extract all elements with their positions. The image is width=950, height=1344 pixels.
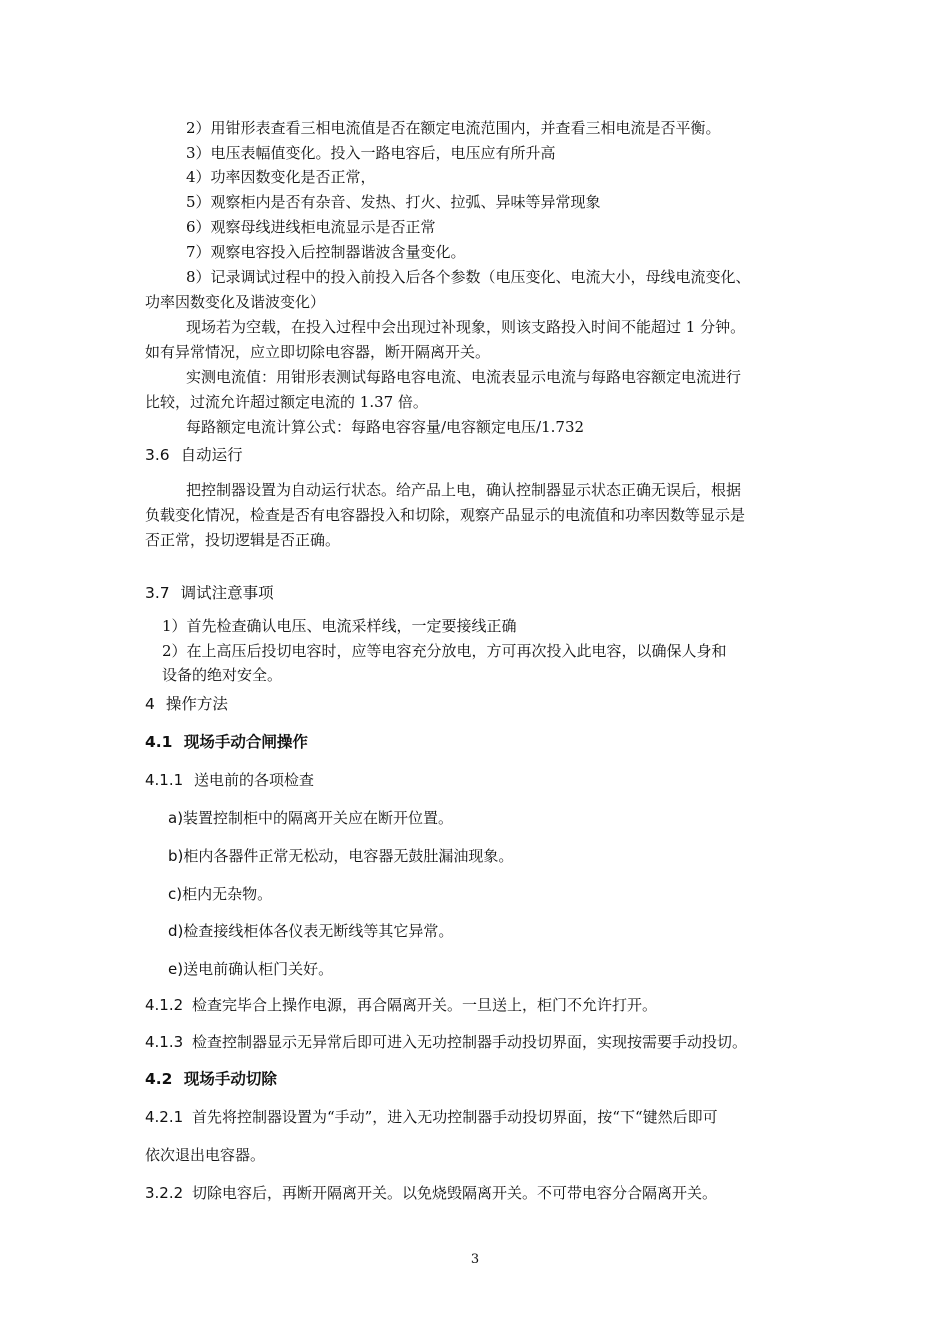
item-text: 装置控制柜中的隔离开关应在断开位置。: [183, 809, 454, 827]
text-line: 8）记录调试过程中的投入前投入后各个参数（电压变化、电流大小，母线电流变化、: [186, 268, 751, 286]
heading-number: 3.7: [145, 584, 170, 602]
clause-text: 首先将控制器设置为“手动”，进入无功控制器手动投切界面，按“下“键然后即可: [191, 1108, 718, 1126]
text-line: 6）观察母线进线柜电流显示是否正常: [186, 218, 436, 236]
item-text: 送电前确认柜门关好。: [183, 960, 334, 978]
formula-line: 每路额定电流计算公式：每路电容容量/电容额定电压/1.732: [186, 418, 585, 436]
clause-text: 检查完毕合上操作电源，再合隔离开关。一旦送上，柜门不允许打开。: [191, 996, 657, 1014]
heading-title: 自动运行: [180, 446, 243, 464]
heading-title: 送电前的各项检查: [193, 771, 314, 789]
paragraph-line: 负载变化情况，检查是否有电容器投入和切除，观察产品显示的电流值和功率因数等显示是: [145, 506, 746, 524]
clause-4-1-2: [145, 998, 657, 1013]
text-line: 功率因数变化及谐波变化）: [145, 293, 326, 311]
text-line: 如有异常情况，应立即切除电容器，断开隔离开关。: [145, 343, 491, 361]
list-item: 设备的绝对安全。: [162, 666, 283, 684]
text-line: 实测电流值：用钳形表测试每路电容电流、电流表显示电流与每路电容额定电流进行: [186, 368, 742, 386]
clause-number: 3.2.2: [145, 1184, 184, 1202]
text-line: 比较，过流允许超过额定电流的 1.37 倍。: [145, 393, 428, 411]
check-item: [168, 849, 513, 864]
heading-number: 4.1: [145, 733, 173, 751]
text-line: 现场若为空载，在投入过程中会出现过补现象，则该支路投入时间不能超过 1 分钟。: [186, 318, 746, 336]
heading-number: 4.2: [145, 1070, 173, 1088]
list-item: 2）在上高压后投切电容时，应等电容充分放电，方可再次投入此电容，以确保人身和: [162, 642, 727, 660]
item-label: b): [168, 847, 184, 865]
item-text: 柜内无杂物。: [182, 885, 273, 903]
heading-4: [145, 697, 228, 713]
heading-number: 4.1.1: [145, 771, 184, 789]
clause-continuation: 依次退出电容器。: [145, 1146, 266, 1164]
text-line: 3）电压表幅值变化。投入一路电容后，电压应有所升高: [186, 144, 556, 162]
heading-number: 4: [145, 695, 155, 713]
text-line: 2）用钳形表查看三相电流值是否在额定电流范围内，并查看三相电流是否平衡。: [186, 119, 721, 137]
check-item: [168, 887, 272, 902]
heading-3-7: [145, 586, 274, 602]
clause-number: 4.1.2: [145, 996, 184, 1014]
heading-title: 调试注意事项: [180, 584, 274, 602]
list-item: 1）首先检查确认电压、电流采样线，一定要接线正确: [162, 617, 517, 635]
clause-3-2-2: [145, 1186, 717, 1201]
text-line: 5）观察柜内是否有杂音、发热、打火、拉弧、异味等异常现象: [186, 193, 601, 211]
text-line: 4）功率因数变化是否正常，: [186, 168, 376, 186]
clause-4-2-1: [145, 1110, 718, 1125]
item-text: 检查接线柜体各仪表无断线等其它异常。: [183, 922, 454, 940]
heading-4-1-1: [145, 773, 314, 788]
heading-4-2: [145, 1072, 277, 1088]
clause-4-1-3: [145, 1035, 747, 1050]
check-item: [168, 962, 333, 977]
check-item: [168, 811, 453, 826]
text-line: 7）观察电容投入后控制器谐波含量变化。: [186, 243, 466, 261]
heading-3-6: [145, 448, 243, 464]
item-label: e): [168, 960, 184, 978]
heading-title: 现场手动合闸操作: [183, 733, 308, 751]
item-text: 柜内各器件正常无松动，电容器无鼓肚漏油现象。: [183, 847, 514, 865]
heading-title: 操作方法: [165, 695, 228, 713]
heading-number: 3.6: [145, 446, 170, 464]
page-number: 3: [470, 1252, 480, 1267]
paragraph-line: 把控制器设置为自动运行状态。给产品上电，确认控制器显示状态正确无误后，根据: [186, 481, 742, 499]
paragraph-line: 否正常，投切逻辑是否正确。: [145, 531, 341, 549]
clause-number: 4.2.1: [145, 1108, 184, 1126]
item-label: d): [168, 922, 184, 940]
heading-title: 现场手动切除: [183, 1070, 277, 1088]
clause-number: 4.1.3: [145, 1033, 184, 1051]
item-label: a): [168, 809, 184, 827]
heading-4-1: [145, 735, 308, 751]
clause-text: 切除电容后，再断开隔离开关。以免烧毁隔离开关。不可带电容分合隔离开关。: [191, 1184, 717, 1202]
item-label: c): [168, 885, 183, 903]
check-item: [168, 924, 453, 939]
clause-text: 检查控制器显示无异常后即可进入无功控制器手动投切界面，实现按需要手动投切。: [191, 1033, 747, 1051]
